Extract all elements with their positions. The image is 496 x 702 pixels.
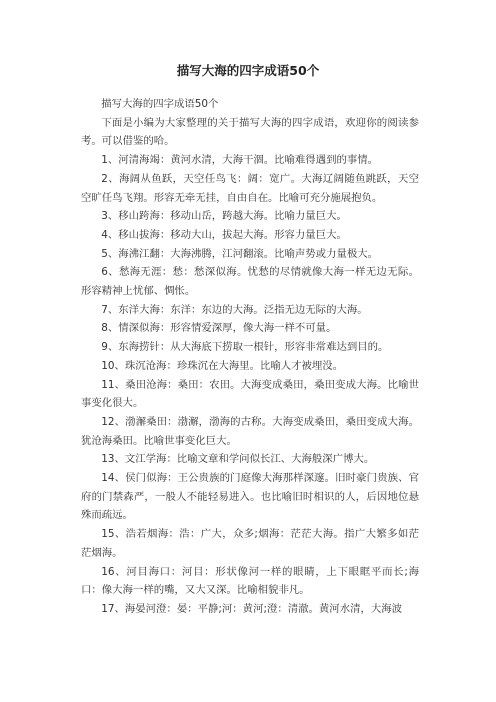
paragraph: 12、渤澥桑田：渤澥，渤海的古称。大海变成桑田，桑田变成大海。犹沧海桑田。比喻世事变化巨大。 — [81, 415, 419, 447]
paragraph: 3、移山跨海：移动山岳，跨越大海。比喻力量巨大。 — [101, 210, 347, 223]
document-body — [81, 95, 419, 619]
paragraph: 2、海阔从鱼跃，天空任鸟飞：阔：宽广。大海辽阔随鱼跳跃，天空空旷任鸟飞翔。形容无牵无挂，自由自在。比喻可充分施展抱负。 — [81, 172, 419, 204]
paragraph: 8、情深似海：形容情爱深厚，像大海一样不可量。 — [101, 322, 337, 335]
paragraph: 16、河目海口：河目：形状像河一样的眼睛，上下眼眶平而长;海口：像大海一样的嘴，又大又深。比喻相貌非凡。 — [81, 565, 419, 597]
paragraph: 9、东海捞针：从大海底下捞取一根针，形容非常难达到目的。 — [101, 341, 389, 354]
paragraph: 17、海晏河澄：晏：平静;河：黄河;澄：清澈。黄河水清，大海波 — [101, 602, 403, 615]
paragraph: 11、桑田沧海：桑田：农田。大海变成桑田，桑田变成大海。比喻世事变化很大。 — [81, 378, 419, 410]
paragraph: 下面是小编为大家整理的关于描写大海的四字成语，欢迎你的阅读参考。可以借鉴的哈。 — [81, 116, 419, 148]
paragraph: 4、移山拔海：移动大山，拔起大海。形容力量巨大。 — [101, 228, 347, 241]
paragraph: 14、侯门似海：王公贵族的门庭像大海那样深邃。旧时豪门贵族、官府的门禁森严，一般人不能轻易进入。也比喻旧时相识的人，后因地位悬殊而疏远。 — [81, 472, 419, 522]
paragraph: 15、浩若烟海：浩：广大，众多;烟海：茫茫大海。指广大繁多如茫茫烟海。 — [81, 528, 419, 559]
paragraph: 1、河清海竭：黄河水清，大海干涸。比喻难得遇到的事情。 — [101, 154, 379, 167]
paragraph: 6、愁海无涯：愁：愁深似海。忧愁的尽情就像大海一样无边无际。形容精神上忧郁、惆怅。 — [81, 266, 419, 298]
paragraph: 7、东洋大海：东洋：东边的大海。泛指无边无际的大海。 — [101, 303, 368, 316]
paragraph: 13、文江学海：比喻文章和学问似长江、大海般深广博大。 — [101, 453, 375, 466]
paragraph: 描写大海的四字成语50个 — [101, 98, 219, 110]
page-title: 描写大海的四字成语50个 — [176, 63, 320, 78]
paragraph: 10、珠沉沧海：珍珠沉在大海里。比喻人才被埋没。 — [101, 359, 344, 372]
paragraph: 5、海沸江翻：大海沸腾，江河翻滚。比喻声势或力量极大。 — [101, 247, 379, 260]
